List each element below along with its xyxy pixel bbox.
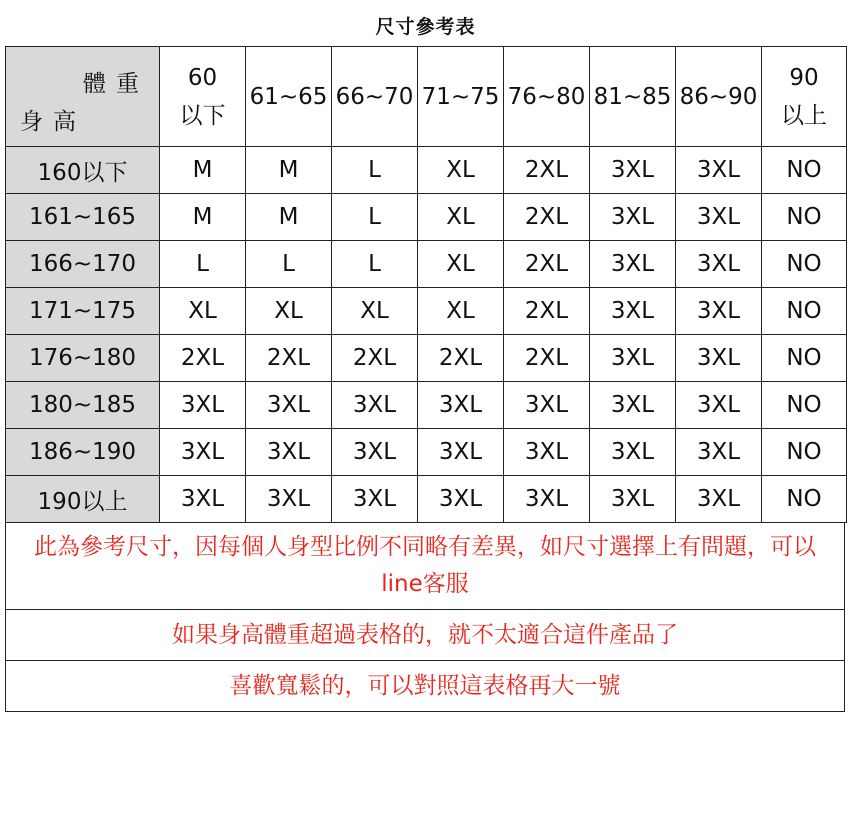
size-cell: XL [418, 147, 504, 194]
height-cell: 161~165 [6, 194, 160, 241]
size-cell: 3XL [590, 429, 676, 476]
size-cell: XL [332, 288, 418, 335]
size-cell: 3XL [590, 335, 676, 382]
size-cell: 3XL [590, 147, 676, 194]
height-cell: 166~170 [6, 241, 160, 288]
size-cell: 3XL [590, 241, 676, 288]
size-cell: 3XL [332, 382, 418, 429]
size-cell: 2XL [504, 241, 590, 288]
table-row [6, 476, 847, 523]
size-cell: 2XL [504, 147, 590, 194]
size-cell: 3XL [590, 288, 676, 335]
size-cell: 3XL [246, 429, 332, 476]
size-cell: 3XL [160, 429, 246, 476]
size-chart [5, 46, 846, 712]
size-cell: 3XL [332, 476, 418, 523]
size-cell: M [160, 147, 246, 194]
weight-header-cell [418, 47, 504, 147]
notes-section [5, 523, 845, 712]
size-cell: 3XL [246, 476, 332, 523]
size-cell: XL [160, 288, 246, 335]
weight-header-cell [762, 47, 847, 147]
weight-header-text: 61~65 [249, 83, 328, 110]
size-cell: XL [418, 194, 504, 241]
note-loose-fit: 喜歡寬鬆的，可以對照這表格再大一號 [6, 660, 844, 711]
size-cell: 3XL [676, 147, 762, 194]
weight-header-cell [332, 47, 418, 147]
size-cell: 3XL [676, 382, 762, 429]
weight-header-text: 76~80 [507, 83, 586, 110]
size-cell: 3XL [590, 194, 676, 241]
size-cell: 2XL [246, 335, 332, 382]
size-cell: XL [418, 241, 504, 288]
size-cell: 3XL [418, 382, 504, 429]
size-cell: 3XL [504, 429, 590, 476]
size-cell: L [246, 241, 332, 288]
height-cell: 176~180 [6, 335, 160, 382]
weight-header-cell [160, 47, 246, 147]
weight-header-cell [590, 47, 676, 147]
size-cell: 3XL [246, 382, 332, 429]
table-row [6, 194, 847, 241]
size-cell: L [332, 241, 418, 288]
note-oversize: 如果身高體重超過表格的，就不太適合這件產品了 [6, 609, 844, 660]
table-row [6, 241, 847, 288]
page-title: 尺寸參考表 [375, 16, 476, 38]
weight-header-cell [246, 47, 332, 147]
size-cell: NO [762, 194, 847, 241]
header-row [6, 47, 847, 147]
weight-header-text: 60 [187, 64, 218, 91]
size-cell: 3XL [590, 382, 676, 429]
size-cell: 3XL [590, 476, 676, 523]
size-cell: XL [418, 288, 504, 335]
weight-header-text: 71~75 [421, 83, 500, 110]
weight-label: 體重 [83, 71, 149, 97]
size-cell: NO [762, 147, 847, 194]
size-cell: 3XL [676, 429, 762, 476]
size-cell: L [160, 241, 246, 288]
size-cell: 2XL [504, 335, 590, 382]
size-cell: NO [762, 382, 847, 429]
weight-header-text: 81~85 [593, 83, 672, 110]
weight-header-text: 66~70 [335, 83, 414, 110]
size-cell: L [332, 147, 418, 194]
size-cell: 3XL [504, 476, 590, 523]
size-cell: 2XL [418, 335, 504, 382]
weight-header-cell [676, 47, 762, 147]
table-row [6, 147, 847, 194]
size-cell: M [160, 194, 246, 241]
size-cell: 2XL [160, 335, 246, 382]
size-cell: NO [762, 476, 847, 523]
height-cell: 186~190 [6, 429, 160, 476]
size-cell: 3XL [418, 429, 504, 476]
size-cell: 3XL [160, 382, 246, 429]
size-table-body [6, 47, 847, 523]
size-table [5, 46, 847, 523]
size-cell: 3XL [504, 382, 590, 429]
size-cell: NO [762, 241, 847, 288]
size-cell: NO [762, 288, 847, 335]
weight-header-text: 86~90 [679, 83, 758, 110]
weight-header-text: 以上 [781, 102, 827, 129]
size-cell: 2XL [504, 194, 590, 241]
weight-header-text: 以下 [179, 102, 226, 129]
weight-header-cell [504, 47, 590, 147]
size-cell: 3XL [160, 476, 246, 523]
size-cell: NO [762, 335, 847, 382]
size-cell: 3XL [418, 476, 504, 523]
height-cell: 160以下 [6, 147, 160, 194]
size-cell: 2XL [332, 335, 418, 382]
size-cell: L [332, 194, 418, 241]
size-cell: 3XL [676, 288, 762, 335]
size-cell: 3XL [676, 335, 762, 382]
table-row [6, 335, 847, 382]
note-reference: 此為參考尺寸，因每個人身型比例不同略有差異，如尺寸選擇上有問題，可以line客服 [34, 534, 816, 597]
height-cell: 180~185 [6, 382, 160, 429]
height-cell: 171~175 [6, 288, 160, 335]
size-cell: XL [246, 288, 332, 335]
size-cell: M [246, 194, 332, 241]
size-cell: 2XL [504, 288, 590, 335]
table-row [6, 288, 847, 335]
weight-header-text: 90 [789, 64, 819, 91]
table-row [6, 382, 847, 429]
size-cell: M [246, 147, 332, 194]
size-cell: NO [762, 429, 847, 476]
corner-header-cell [6, 47, 160, 147]
size-cell: 3XL [676, 476, 762, 523]
height-cell: 190以上 [6, 476, 160, 523]
size-cell: 3XL [676, 241, 762, 288]
size-cell: 3XL [676, 194, 762, 241]
size-cell: 3XL [332, 429, 418, 476]
table-row [6, 429, 847, 476]
height-label: 身高 [20, 109, 86, 135]
